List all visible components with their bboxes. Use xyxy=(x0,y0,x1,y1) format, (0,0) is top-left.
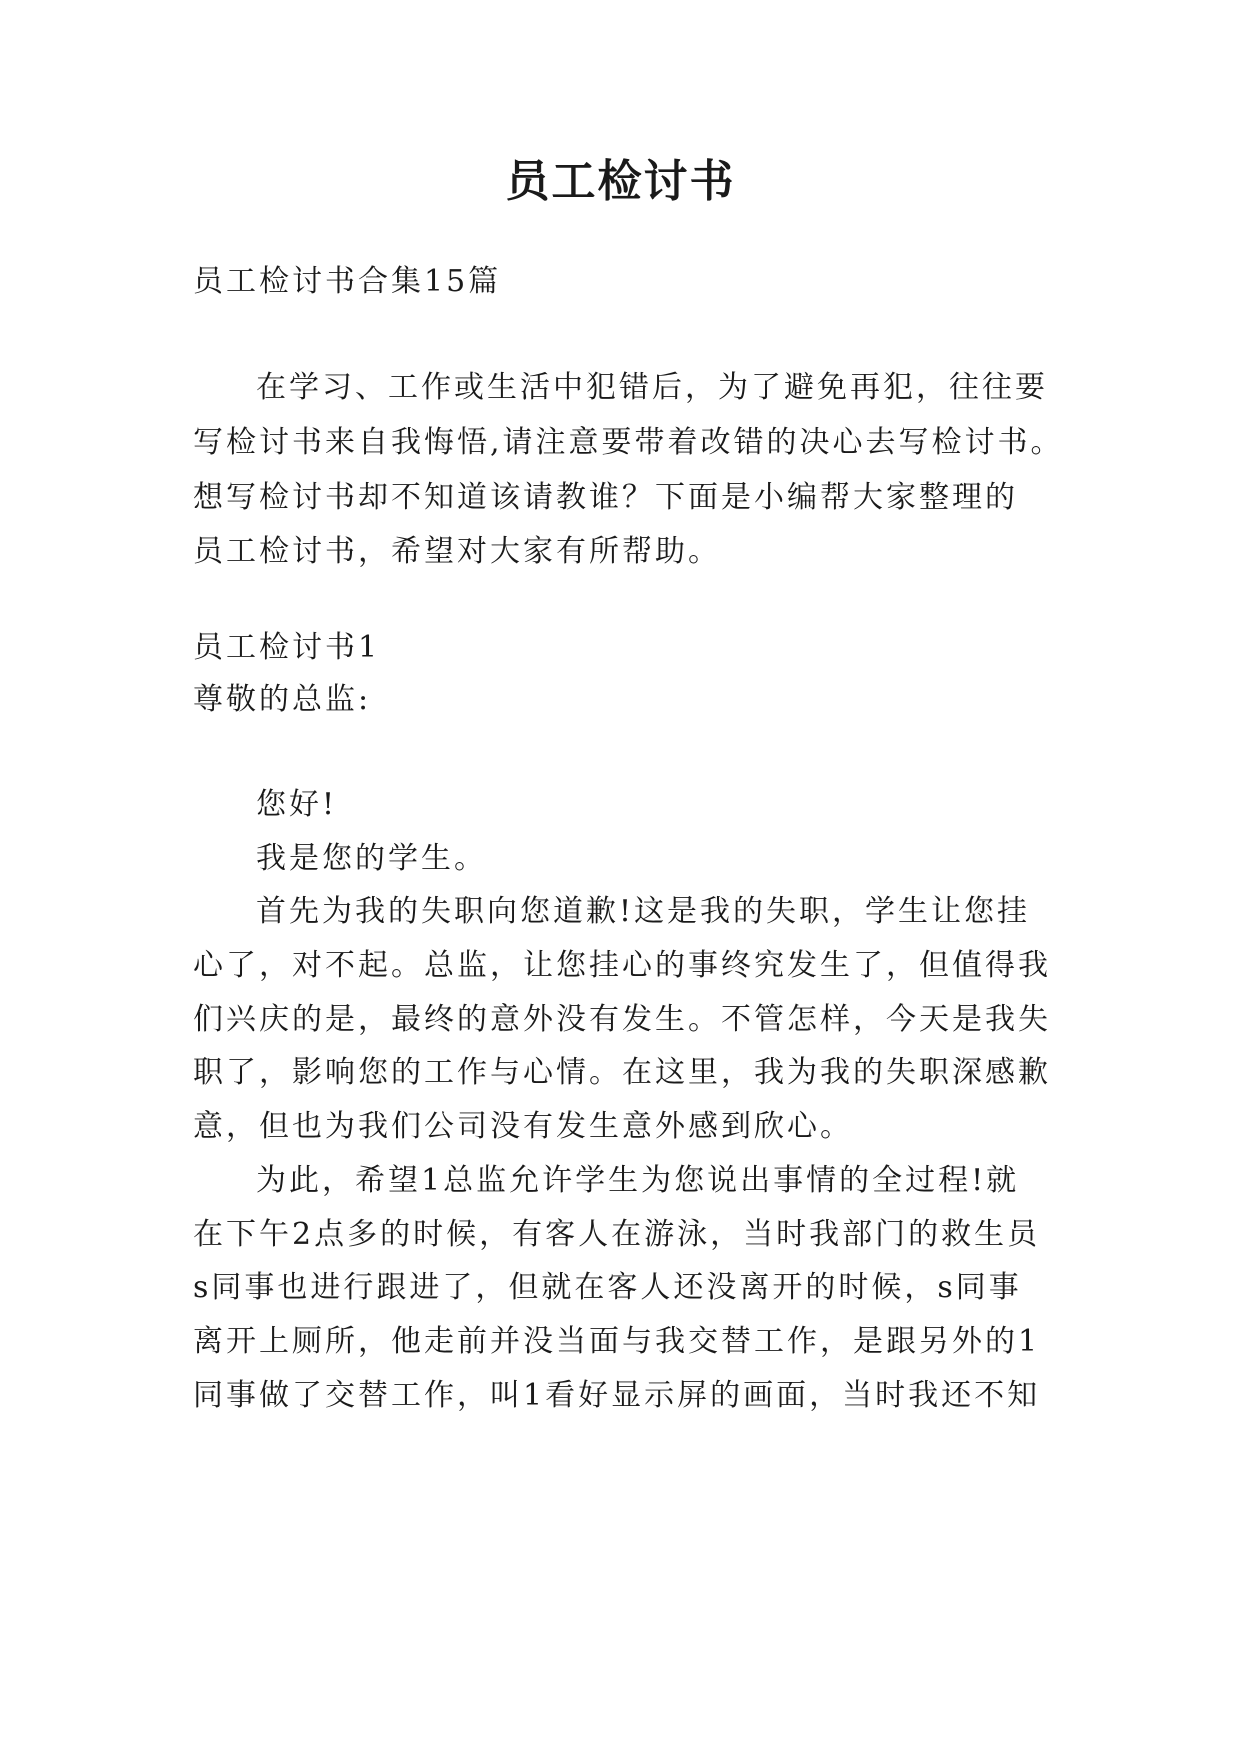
document-subtitle: 员工检讨书合集15篇 xyxy=(193,264,502,299)
document-title: 员工检讨书 xyxy=(505,156,736,207)
intro-line: 写检讨书来自我悔悟,请注意要带着改错的决心去写检讨书。 xyxy=(193,425,1064,460)
paragraph-line: 同事做了交替工作，叫1看好显示屏的画面，当时我还不知 xyxy=(193,1378,1041,1413)
paragraph-line: 心了，对不起。总监，让您挂心的事终究发生了，但值得我 xyxy=(193,948,1051,983)
intro-line: 想写检讨书却不知道该请教谁？下面是小编帮大家整理的 xyxy=(193,480,1018,515)
intro-line: 在学习、工作或生活中犯错后，为了避免再犯，往往要 xyxy=(256,370,1048,405)
paragraph-line: 们兴庆的是，最终的意外没有发生。不管怎样，今天是我失 xyxy=(193,1002,1051,1037)
paragraph-line: 离开上厕所，他走前并没当面与我交替工作，是跟另外的1 xyxy=(193,1324,1041,1359)
paragraph-line: 首先为我的失职向您道歉!这是我的失职，学生让您挂 xyxy=(256,894,1031,929)
paragraph-line: s同事也进行跟进了，但就在客人还没离开的时候，s同事 xyxy=(193,1270,1022,1305)
self-intro: 我是您的学生。 xyxy=(256,841,487,876)
paragraph-line: 职了，影响您的工作与心情。在这里，我为我的失职深感歉 xyxy=(193,1055,1051,1090)
paragraph-line: 在下午2点多的时候，有客人在游泳，当时我部门的救生员 xyxy=(193,1217,1041,1252)
intro-line: 员工检讨书，希望对大家有所帮助。 xyxy=(193,534,721,569)
section-heading: 员工检讨书1 xyxy=(193,630,381,665)
greeting: 您好! xyxy=(256,787,338,822)
salutation: 尊敬的总监: xyxy=(193,682,372,717)
paragraph-line: 意，但也为我们公司没有发生意外感到欣心。 xyxy=(193,1109,853,1144)
paragraph-line: 为此，希望1总监允许学生为您说出事情的全过程!就 xyxy=(256,1163,1020,1198)
